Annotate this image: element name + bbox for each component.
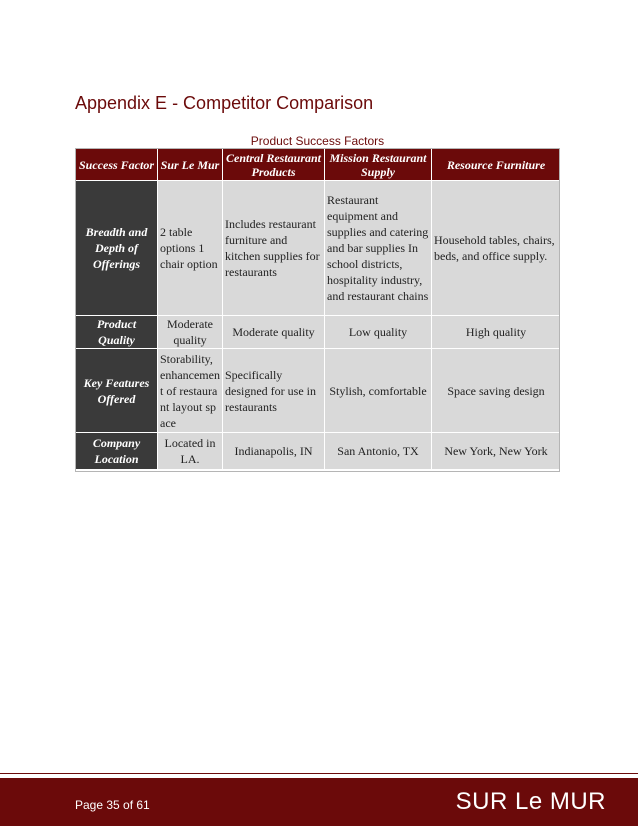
footer-divider bbox=[0, 773, 638, 774]
row-header: Breadth and Depth of Offerings bbox=[76, 181, 158, 316]
table-cell: Specifically designed for use in restaurants bbox=[223, 349, 325, 433]
row-header: Product Quality bbox=[76, 316, 158, 349]
page-number: Page 35 of 61 bbox=[75, 798, 150, 812]
header-mission-restaurant: Mission Restaurant Supply bbox=[325, 149, 432, 181]
competitor-table bbox=[75, 148, 561, 470]
row-header: Key Features Offered bbox=[76, 349, 158, 433]
row-header: Company Location bbox=[76, 433, 158, 470]
table-cell: Household tables, chairs, beds, and office supply. bbox=[432, 181, 561, 316]
table-cell: Restaurant equipment and supplies and catering and bar supplies In school districts, hospitality industry, and restaurant chains bbox=[325, 181, 432, 316]
table-cell: Low quality bbox=[325, 316, 432, 349]
table-header-row bbox=[76, 149, 561, 181]
table-cell: Storability, enhancement of restaurant layout space bbox=[158, 349, 223, 433]
table-cell: Moderate quality bbox=[223, 316, 325, 349]
header-resource-furniture: Resource Furniture bbox=[432, 149, 561, 181]
brand-logo: SUR Le MUR bbox=[455, 788, 606, 815]
table-row bbox=[76, 316, 561, 349]
table-cell: Moderate quality bbox=[158, 316, 223, 349]
table-cell: Includes restaurant furniture and kitchen supplies for restaurants bbox=[223, 181, 325, 316]
table-cell: Indianapolis, IN bbox=[223, 433, 325, 470]
table-row bbox=[76, 349, 561, 433]
table-cell: Located in LA. bbox=[158, 433, 223, 470]
table-caption: Product Success Factors bbox=[250, 134, 385, 148]
table-cell: Stylish, comfortable bbox=[325, 349, 432, 433]
table-cell: 2 table options 1 chair option bbox=[158, 181, 223, 316]
table-cell: Space saving design bbox=[432, 349, 561, 433]
table-row bbox=[76, 433, 561, 470]
table-row bbox=[76, 181, 561, 316]
table-cell: High quality bbox=[432, 316, 561, 349]
header-central-restaurant: Central Restaurant Products bbox=[223, 149, 325, 181]
header-success-factor: Success Factor bbox=[76, 149, 158, 181]
table-cell: San Antonio, TX bbox=[325, 433, 432, 470]
table-cell: New York, New York bbox=[432, 433, 561, 470]
header-sur-le-mur: Sur Le Mur bbox=[158, 149, 223, 181]
page-title: Appendix E - Competitor Comparison bbox=[75, 93, 374, 113]
